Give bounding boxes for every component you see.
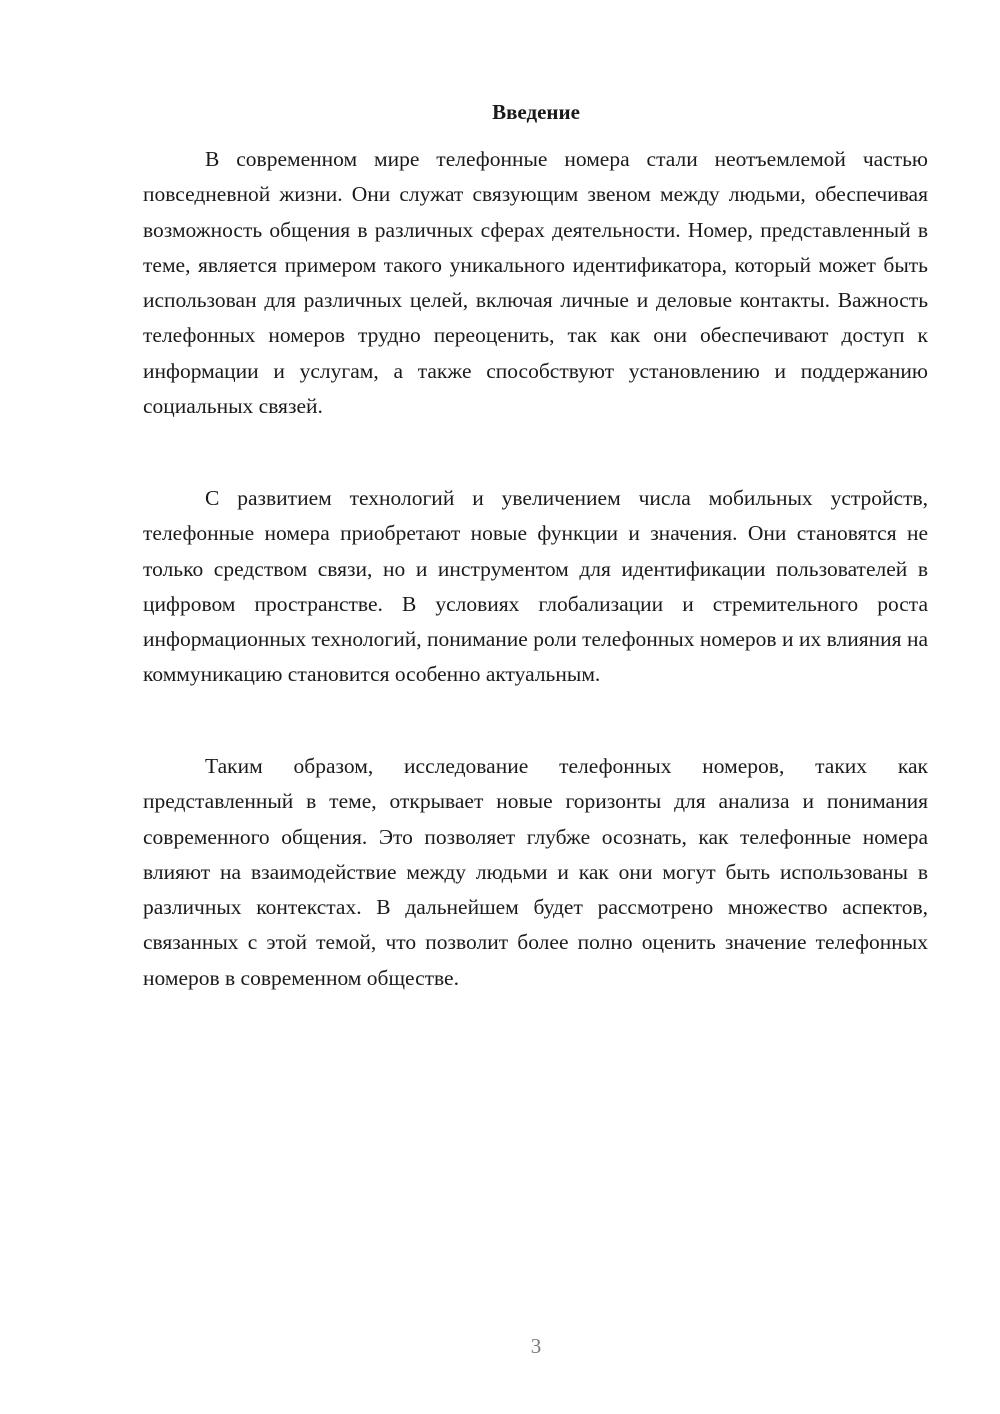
page-number: 3 <box>530 1334 542 1358</box>
paragraph-3: Таким образом, исследование телефонных номеров, таких как представленный в теме, открывает новые горизонты для анализа и понимания современного общения. Это позволяет глубже осознать, как телефонные номера влияют на взаимодействие между людьми и как они могут быть использованы в различных контекстах. В дальнейшем будет рассмотрено множество аспектов, связанных с этой темой, что позволит более полно оценить значение телефонных номеров в современном обществе. <box>143 754 928 990</box>
paragraph-2: С развитием технологий и увеличением числа мобильных устройств, телефонные номера приобретают новые функции и значения. Они становятся не только средством связи, но и инструментом для идентификации пользователей в цифровом пространстве. В условиях глобализации и стремительного роста информационных технологий, понимание роли телефонных номеров и их влияния на коммуникацию становится особенно актуальным. <box>143 486 928 687</box>
paragraph-1: В современном мире телефонные номера стали неотъемлемой частью повседневной жизни. Они служат связующим звеном между людьми, обеспечивая возможность общения в различных сферах деятельности. Номер, представленный в теме, является примером такого уникального идентификатора, который может быть использован для различных целей, включая личные и деловые контакты. Важность телефонных номеров трудно переоценить, так как они обеспечивают доступ к информации и услугам, а также способствуют установлению и поддержанию социальных связей. <box>143 147 928 419</box>
section-heading: Введение <box>492 100 580 124</box>
